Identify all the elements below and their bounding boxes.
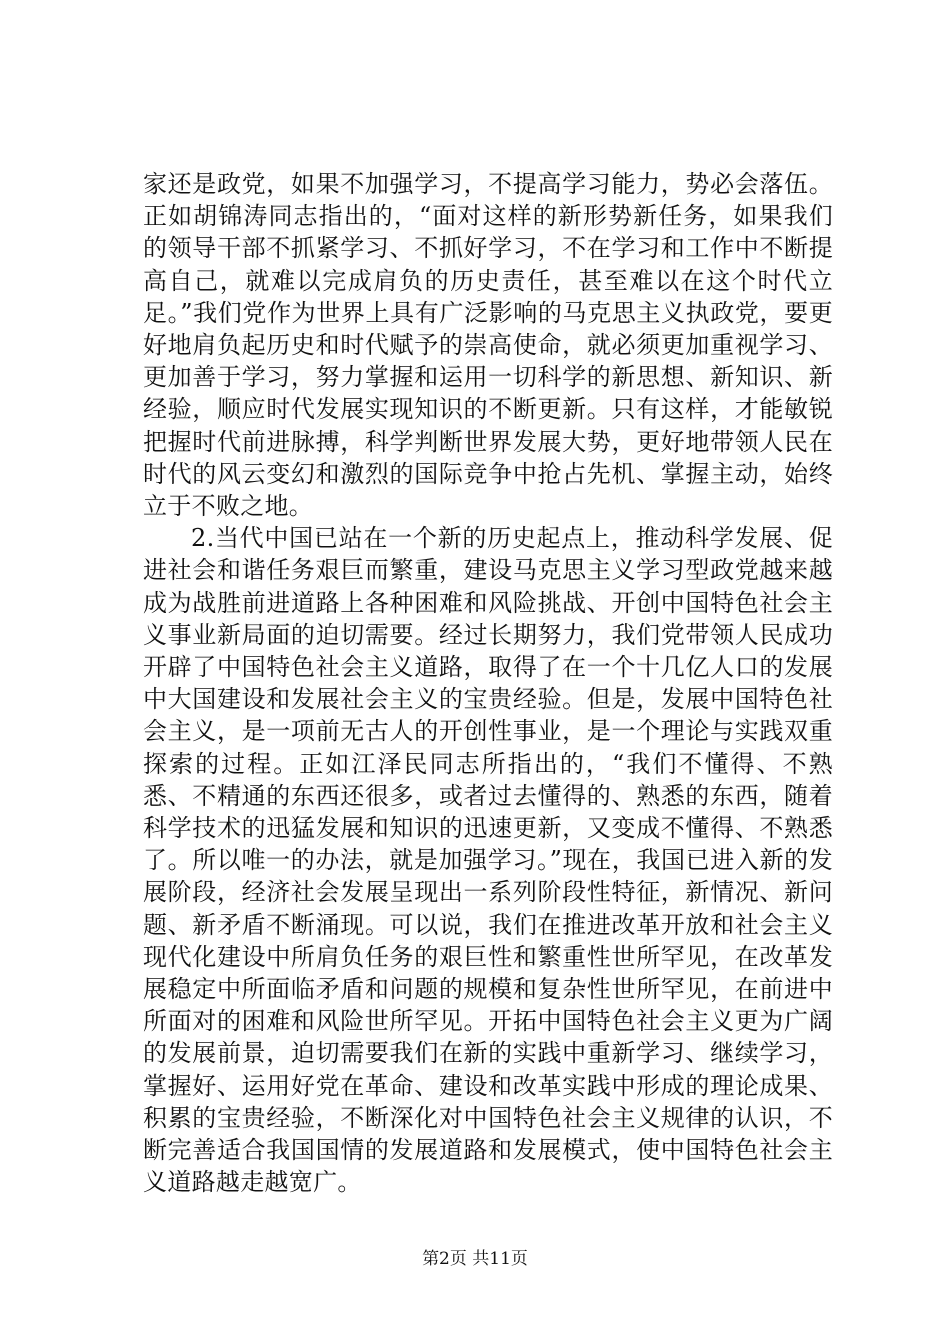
paragraph-continuation: 家还是政党，如果不加强学习，不提高学习能力，势必会落伍。正如胡锦涛同志指出的，“面对这样的新形势新任务，如果我们的领导干部不抓紧学习、不抓好学习，不在学习和工作中不断提高自己，就难以完成肩负的历史责任，甚至难以在这个时代立足。”我们党作为世界上具有广泛影响的马克思主义执政党，要更好地肩负起历史和时代赋予的崇高使命，就必须更加重视学习、更加善于学习，努力掌握和运用一切科学的新思想、新知识、新经验，顺应时代发展实现知识的不断更新。只有这样，才能敏锐把握时代前进脉搏，科学判断世界发展大势，更好地带领人民在时代的风云变幻和激烈的国际竞争中抢占先机、掌握主动，始终立于不败之地。 [143,170,833,521]
document-body [143,168,833,1199]
page-total: 共11页 [472,1249,528,1269]
page-number: 第2页 [422,1249,467,1269]
page-footer [0,1244,950,1269]
paragraph-2: 2.当代中国已站在一个新的历史起点上，推动科学发展、促进社会和谐任务艰巨而繁重，建设马克思主义学习型政党越来越成为战胜前进道路上各种困难和风险挑战、开创中国特色社会主义事业新局面的迫切需要。经过长期努力，我们党带领人民成功开辟了中国特色社会主义道路，取得了在一个十几亿人口的发展中大国建设和发展社会主义的宝贵经验。但是，发展中国特色社会主义，是一项前无古人的开创性事业，是一个理论与实践双重探索的过程。正如江泽民同志所指出的，“我们不懂得、不熟悉、不精通的东西还很多，或者过去懂得的、熟悉的东西，随着科学技术的迅猛发展和知识的迅速更新，又变成不懂得、不熟悉了。所以唯一的办法，就是加强学习。”现在，我国已进入新的发展阶段，经济社会发展呈现出一系列阶段性特征，新情况、新问题、新矛盾不断涌现。可以说，我们在推进改革开放和社会主义现代化建设中所肩负任务的艰巨性和繁重性世所罕见，在改革发展稳定中所面临矛盾和问题的规模和复杂性世所罕见，在前进中所面对的困难和风险世所罕见。开拓中国特色社会主义更为广阔的发展前景，迫切需要我们在新的实践中重新学习、继续学习，掌握好、运用好党在革命、建设和改革实践中形成的理论成果、积累的宝贵经验，不断深化对中国特色社会主义规律的认识，不断完善适合我国国情的发展道路和发展模式，使中国特色社会主义道路越走越宽广。 [143,524,833,1197]
